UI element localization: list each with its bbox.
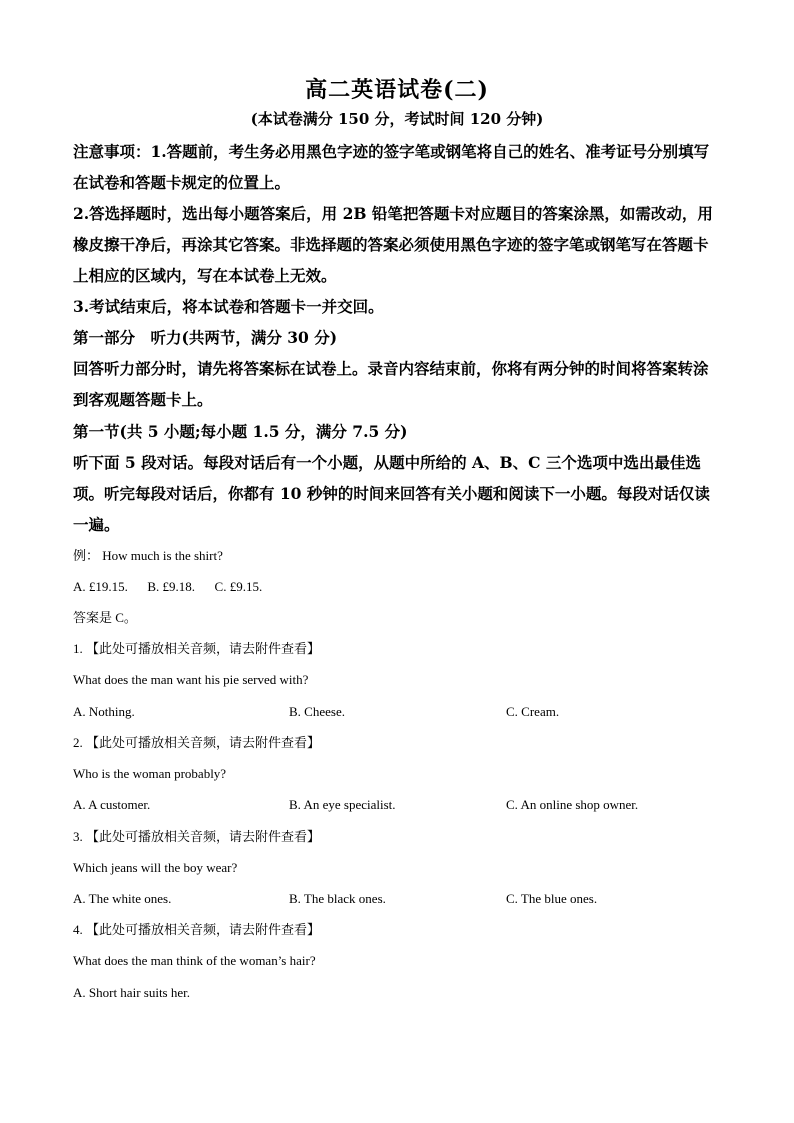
question-1-option-a: A. Nothing. — [73, 704, 135, 719]
page-title: 高二英语试卷(二) — [305, 77, 489, 103]
question-3-option-b: B. The black ones. — [289, 891, 386, 906]
question-4-audio[interactable]: 4. 【此处可播放相关音频，请去附件查看】 — [73, 922, 321, 937]
question-3-option-c: C. The blue ones. — [506, 891, 598, 906]
question-4-text: What does the man think of the woman’s hair? — [73, 953, 316, 968]
question-2-text: Who is the woman probably? — [73, 766, 227, 781]
section1-instruction: 听下面 5 段对话。每段对话后有一个小题，从题中所给的 A、B、C 三个选项中选出最佳选项。听完每段对话后，你都有 10 秒钟的时间来回答有关小题和阅读下一小题。每段对话仅读一遍。 — [73, 453, 710, 534]
question-2-option-b: B. An eye specialist. — [289, 797, 396, 812]
question-3-audio[interactable]: 3. 【此处可播放相关音频，请去附件查看】 — [73, 829, 321, 844]
question-1-option-b: B. Cheese. — [289, 704, 345, 719]
question-4-option-a: A. Short hair suits her. — [73, 985, 190, 1000]
note-2: 2.答选择题时，选出每小题答案后，用 2B 铅笔把答题卡对应题目的答案涂黑，如需改动，用橡皮擦干净后，再涂其它答案。非选择题的答案必须使用黑色字迹的签字笔或钢笔写在答题卡上相应的区域内，写在本试卷上无效。 — [73, 204, 713, 285]
part1-heading: 第一部分 听力(共两节，满分 30 分) — [73, 328, 338, 347]
question-2-audio[interactable]: 2. 【此处可播放相关音频，请去附件查看】 — [73, 735, 321, 750]
question-1-option-c: C. Cream. — [506, 704, 560, 719]
part1-instruction: 回答听力部分时，请先将答案标在试卷上。录音内容结束前，你将有两分钟的时间将答案转涂到客观题答题卡上。 — [73, 359, 709, 409]
example-answer: 答案是 C。 — [73, 610, 137, 625]
question-3-text: Which jeans will the boy wear? — [73, 860, 238, 875]
example-question: 例： How much is the shirt? — [73, 548, 223, 563]
note-3: 3.考试结束后，将本试卷和答题卡一并交回。 — [73, 297, 384, 316]
example-options: A. £19.15. B. £9.18. C. £9.15. — [73, 579, 263, 594]
question-1-text: What does the man want his pie served with? — [73, 672, 309, 687]
page-subtitle: (本试卷满分 150 分，考试时间 120 分钟) — [250, 110, 544, 128]
question-1-audio[interactable]: 1. 【此处可播放相关音频，请去附件查看】 — [73, 641, 321, 656]
question-3-option-a: A. The white ones. — [73, 891, 172, 906]
question-2-option-c: C. An online shop owner. — [506, 797, 639, 812]
section1-heading: 第一节(共 5 小题;每小题 1.5 分，满分 7.5 分) — [73, 422, 408, 441]
note-1: 注意事项：1.答题前，考生务必用黑色字迹的签字笔或钢笔将自己的姓名、准考证号分别填写在试卷和答题卡规定的位置上。 — [73, 142, 710, 192]
question-2-option-a: A. A customer. — [73, 797, 151, 812]
